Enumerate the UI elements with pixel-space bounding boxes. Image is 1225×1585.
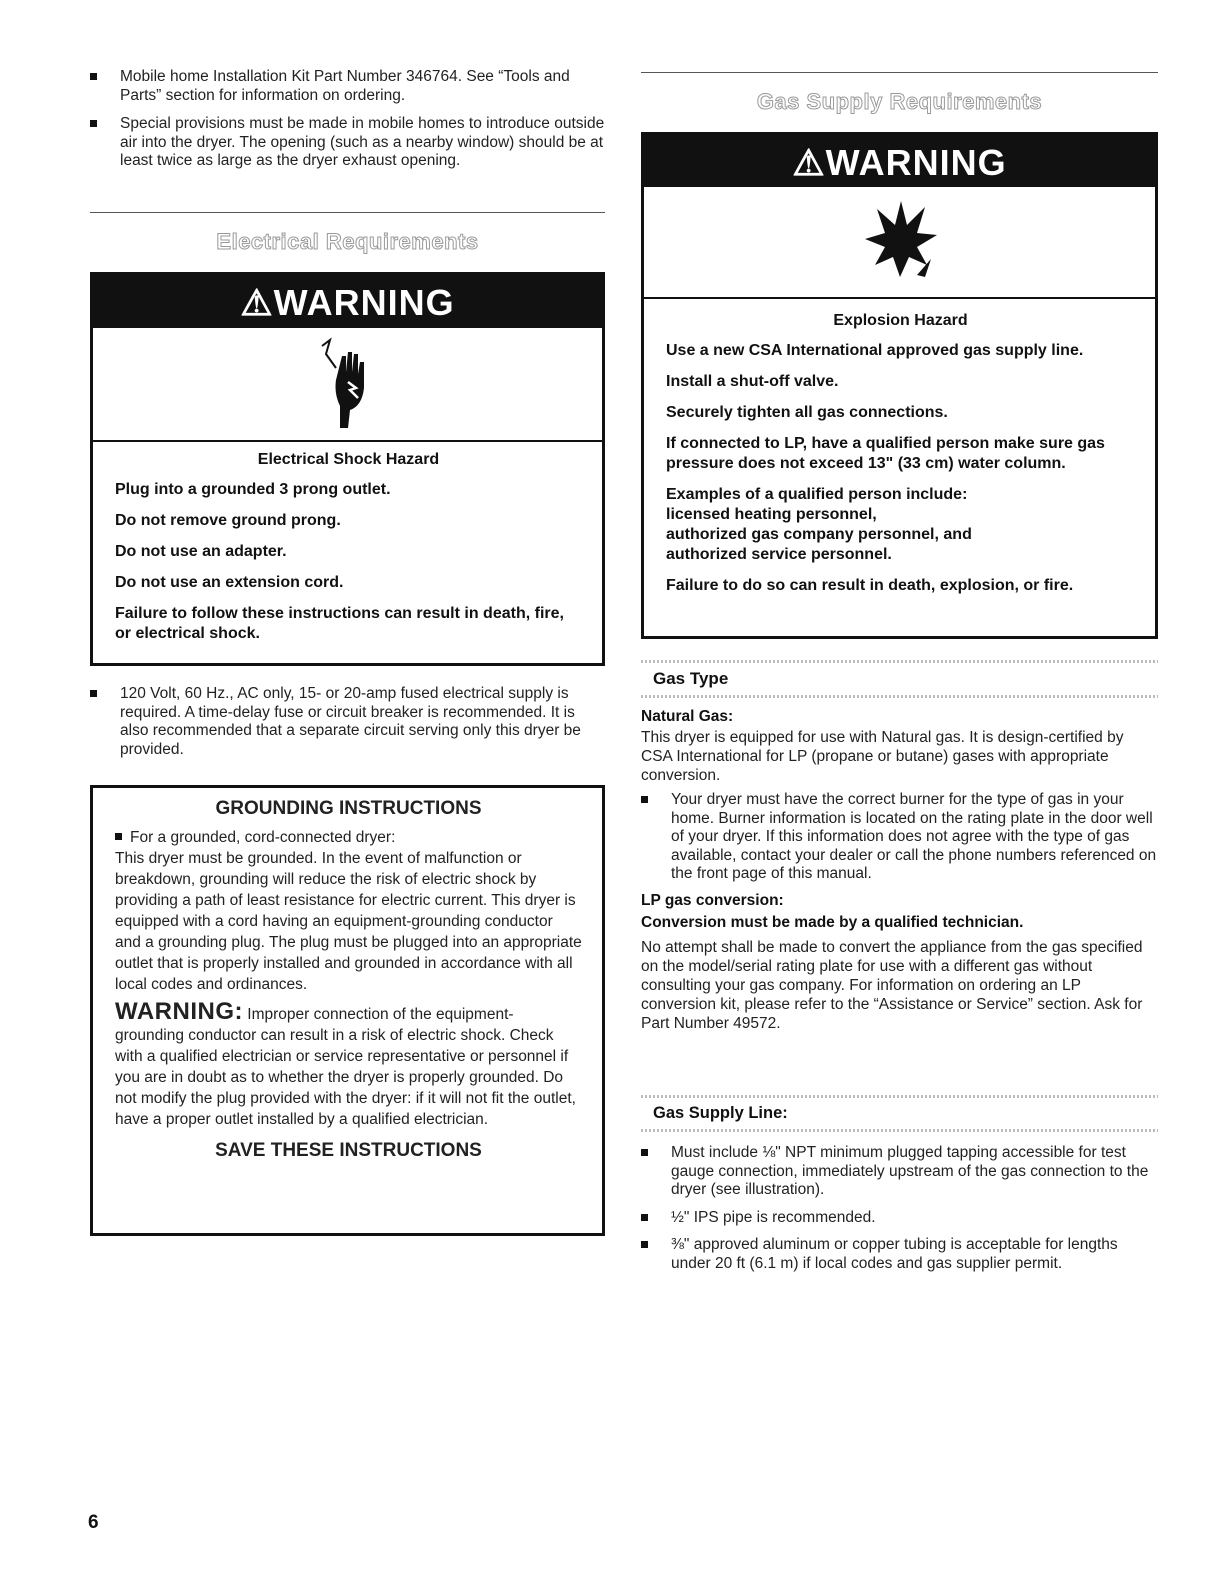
warning-banner: ⚠WARNING xyxy=(93,275,602,328)
bullet-square-icon xyxy=(641,1241,648,1248)
section-title-gas: Gas Supply Requirements xyxy=(756,89,1043,114)
grounding-paragraph: This dryer must be grounded. In the event of malfunction or breakdown, grounding will reduce the risk of electric shock by providing a path of least resistance for electric current. This dryer is equipped with a cord having an equipment-grounding conductor and a grounding plug. The plug must be plugged into an appropriate outlet that is properly installed and grounded in accordance with all local codes and ordinances. xyxy=(115,850,582,993)
warning-line: Examples of a qualified person include: xyxy=(666,486,968,503)
warning-body xyxy=(93,442,602,665)
warning-line: Do not use an extension cord. xyxy=(115,574,344,591)
bullet-item: Mobile home Installation Kit Part Number 346764. See “Tools and Parts” section for information on ordering. xyxy=(90,68,605,105)
gas-type-heading: Gas Type xyxy=(653,669,729,688)
section-title-electrical: Electrical Requirements xyxy=(216,229,479,254)
warning-line: Do not remove ground prong. xyxy=(115,512,341,529)
natural-gas-label: Natural Gas: xyxy=(641,708,734,725)
bullet-square-icon xyxy=(115,833,122,840)
warning-line: Failure to do so can result in death, explosion, or fire. xyxy=(666,577,1074,594)
bullet-square-icon xyxy=(641,796,648,803)
bullet-square-icon xyxy=(641,1149,648,1156)
bullet-item: Must include ⅛" NPT minimum plugged tapping accessible for test gauge connection, immediately upstream of the gas connection to the dryer (see illustration). xyxy=(641,1144,1158,1200)
bullet-square-icon xyxy=(641,1214,648,1221)
dotted-divider xyxy=(641,695,1158,698)
warning-body xyxy=(644,299,1155,617)
dotted-divider xyxy=(641,1129,1158,1132)
warning-line: Securely tighten all gas connections. xyxy=(666,404,948,421)
warning-line: If connected to LP, have a qualified person make sure gas pressure does not exceed 13" (33 cm) water column. xyxy=(666,435,1105,472)
gas-warning-box xyxy=(641,132,1158,639)
warning-banner: ⚠WARNING xyxy=(644,135,1155,187)
example-line: licensed heating personnel, xyxy=(666,506,877,523)
divider xyxy=(90,212,605,213)
lp-conversion-subhead: Conversion must be made by a qualified technician. xyxy=(641,913,1024,931)
warning-line: Plug into a grounded 3 prong outlet. xyxy=(115,481,391,498)
electrical-warning-box xyxy=(90,272,605,666)
example-line: authorized service personnel. xyxy=(666,546,892,563)
electric-shock-icon xyxy=(93,328,602,442)
page-number: 6 xyxy=(88,1512,99,1533)
lp-conversion-text: No attempt shall be made to convert the appliance from the gas specified on the model/serial rating plate for use with a different gas without consulting your gas company. For information on ordering an LP conversion kit, please refer to the “Assistance or Service” section. Ask for Part Number 49572. xyxy=(641,938,1143,1032)
gas-supply-line-section xyxy=(641,1095,1158,1273)
natural-gas-text: This dryer is equipped for use with Natural gas. It is design-certified by CSA International for LP (propane or butane) gases with appropriate conversion. xyxy=(641,729,1124,784)
bullet-square-icon xyxy=(90,73,97,80)
bullet-square-icon xyxy=(90,690,97,697)
bullet-item: Special provisions must be made in mobile homes to introduce outside air into the dryer. The opening (such as a nearby window) should be at least twice as large as the dryer exhaust opening. xyxy=(90,115,605,171)
grounding-item: For a grounded, cord-connected dryer: xyxy=(115,827,582,848)
bullet-item: 120 Volt, 60 Hz., AC only, 15- or 20-amp fused electrical supply is required. A time-delay fuse or circuit breaker is recommended. It is also recommended that a separate circuit serving only this dryer be provided. xyxy=(90,685,605,759)
gas-type-section xyxy=(641,660,1158,1033)
explosion-icon xyxy=(644,187,1155,299)
grounding-instructions-box xyxy=(90,785,605,1236)
warning-line: Do not use an adapter. xyxy=(115,543,287,560)
save-instructions: SAVE THESE INSTRUCTIONS xyxy=(215,1140,482,1161)
gas-supply-line-heading: Gas Supply Line: xyxy=(653,1104,788,1122)
bullet-item: ⅜" approved aluminum or copper tubing is acceptable for lengths under 20 ft (6.1 m) if local codes and gas supplier permit. xyxy=(641,1236,1158,1273)
lp-conversion-label: LP gas conversion: xyxy=(641,891,784,909)
warning-line: Failure to follow these instructions can result in death, fire, or electrical shock. xyxy=(115,605,564,642)
divider xyxy=(641,72,1158,73)
bullet-item: Your dryer must have the correct burner for the type of gas in your home. Burner information is located on the rating plate in the door well of your dryer. If this information does not agree with the type of gas available, contact your dealer or call the phone numbers referenced on the front page of this manual. xyxy=(641,791,1158,884)
warning-line: Use a new CSA International approved gas supply line. xyxy=(666,342,1084,359)
bullet-item: ½" IPS pipe is recommended. xyxy=(641,1209,1158,1228)
warning-line: Install a shut-off valve. xyxy=(666,373,839,390)
bullet-square-icon xyxy=(90,120,97,127)
example-line: authorized gas company personnel, and xyxy=(666,526,972,543)
grounding-warning-paragraph: WARNING: Improper connection of the equipment-grounding conductor can result in a risk of electric shock. Check with a qualified electrician or service representative or personnel if you are in doubt as to whether the dryer is properly grounded. Do not modify the plug provided with the dryer: if it will not fit the outlet, have a proper outlet installed by a qualified electrician. xyxy=(115,998,576,1128)
grounding-title: GROUNDING INSTRUCTIONS xyxy=(215,798,482,819)
hazard-title: Explosion Hazard xyxy=(833,312,968,329)
hazard-title: Electrical Shock Hazard xyxy=(257,451,440,468)
warning-word: WARNING: xyxy=(115,998,243,1025)
